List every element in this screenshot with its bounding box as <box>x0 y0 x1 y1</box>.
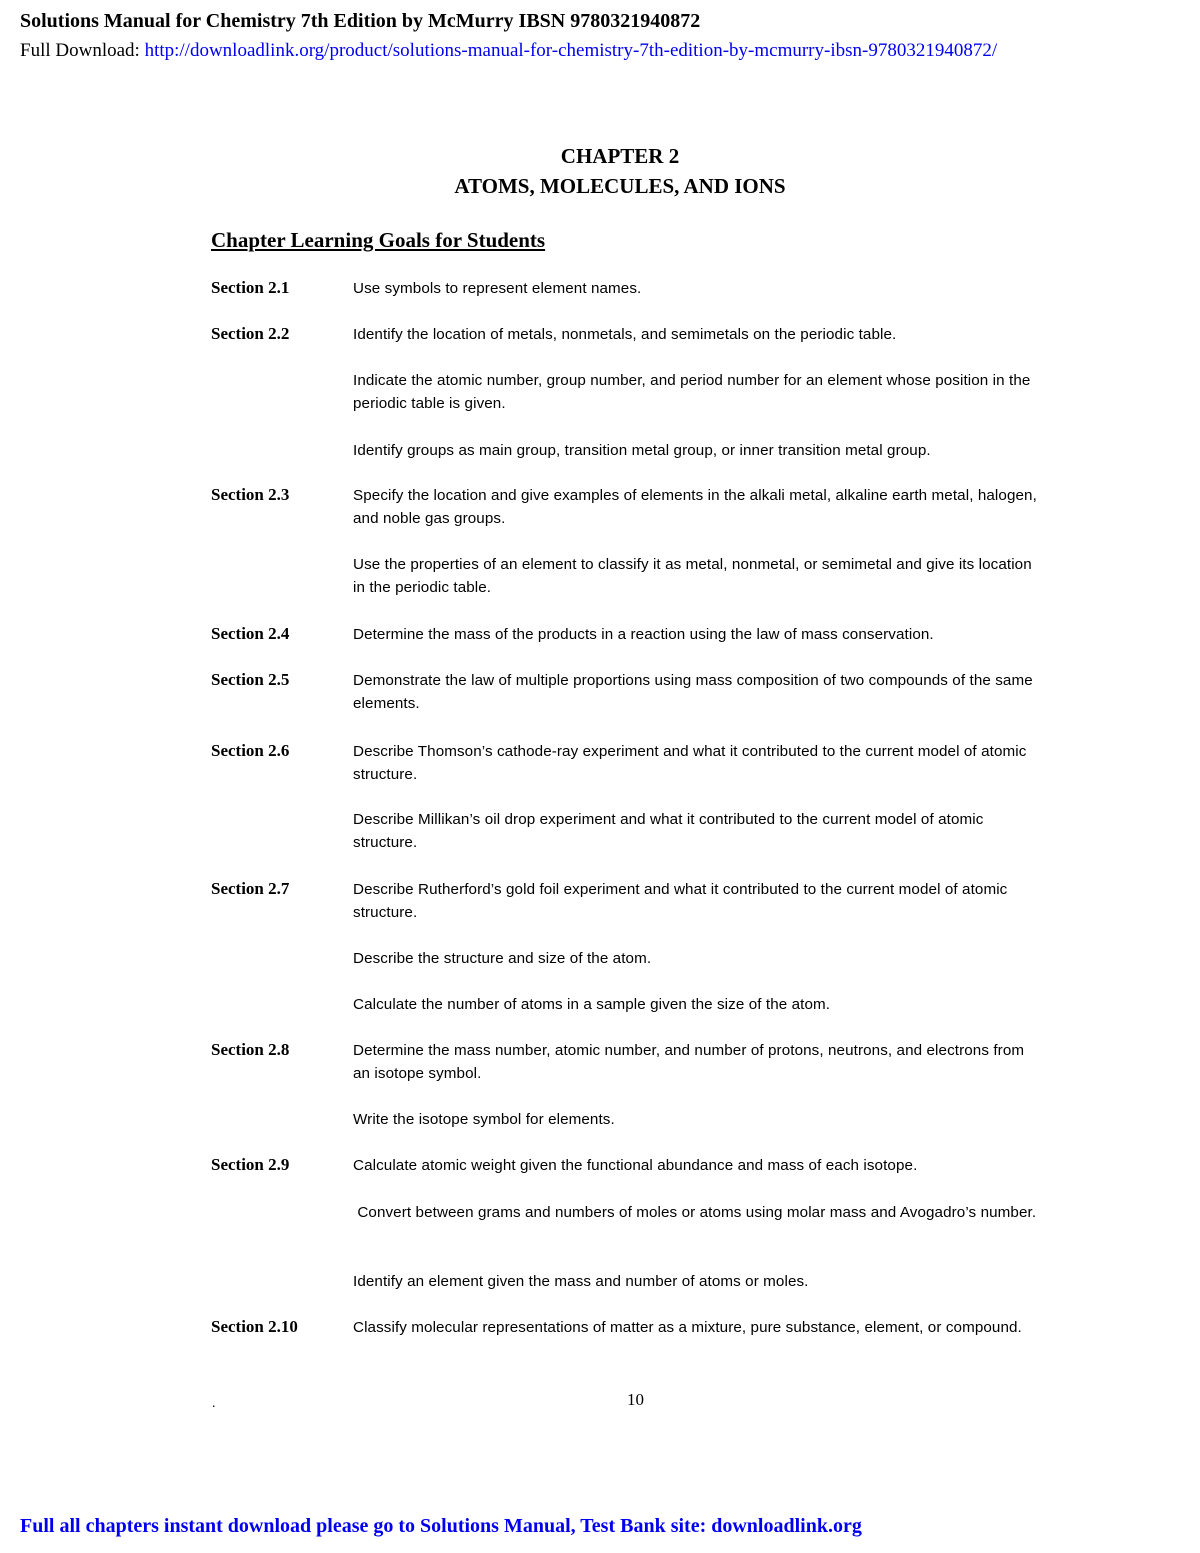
goal-text: Calculate atomic weight given the functional abundance and mass of each isotope. <box>353 1157 918 1174</box>
page-mark: . <box>212 1396 216 1411</box>
section-label: Section 2.7 <box>211 879 290 898</box>
section-label: Section 2.10 <box>211 1317 298 1336</box>
section-label: Section 2.3 <box>211 485 290 504</box>
chapter-title: ATOMS, MOLECULES, AND IONS <box>454 174 786 198</box>
goal-text: Describe Millikan’s oil drop experiment and what it contributed to the current model of atomic structure. <box>353 811 984 851</box>
goal-text: Convert between grams and numbers of moles or atoms using molar mass and Avogadro’s number. <box>353 1204 1037 1221</box>
header-title: Solutions Manual for Chemistry 7th Edition by McMurry IBSN 9780321940872 <box>20 10 701 32</box>
page-number: 10 <box>627 1390 644 1409</box>
section-label: Section 2.2 <box>211 324 290 343</box>
goal-text: Demonstrate the law of multiple proportions using mass composition of two compounds of the same elements. <box>353 672 1033 712</box>
download-prefix: Full Download: <box>20 40 145 61</box>
section-label: Section 2.1 <box>211 278 290 297</box>
goal-text: Identify the location of metals, nonmetals, and semimetals on the periodic table. <box>353 326 897 343</box>
goal-text: Determine the mass number, atomic number, and number of protons, neutrons, and electrons from an isotope symbol. <box>353 1042 1025 1082</box>
goal-text: Identify groups as main group, transition metal group, or inner transition metal group. <box>353 442 931 459</box>
goal-text: Write the isotope symbol for elements. <box>353 1111 615 1128</box>
section-label: Section 2.6 <box>211 741 290 760</box>
goal-text: Specify the location and give examples of elements in the alkali metal, alkaline earth metal, halogen, and noble gas groups. <box>353 487 1037 527</box>
goal-text: Describe Thomson’s cathode-ray experiment and what it contributed to the current model of atomic structure. <box>353 743 1027 783</box>
goal-text: Classify molecular representations of matter as a mixture, pure substance, element, or compound. <box>353 1319 1022 1336</box>
section-label: Section 2.8 <box>211 1040 290 1059</box>
chapter-number: CHAPTER 2 <box>560 144 680 168</box>
goal-text: Use symbols to represent element names. <box>353 280 642 297</box>
goal-text: Calculate the number of atoms in a sample given the size of the atom. <box>353 996 831 1013</box>
goal-text: Describe Rutherford’s gold foil experiment and what it contributed to the current model of atomic structure. <box>353 881 1008 921</box>
goal-text: Indicate the atomic number, group number, and period number for an element whose position in the periodic table is given. <box>353 372 1031 412</box>
download-link[interactable]: http://downloadlink.org/product/solutions-manual-for-chemistry-7th-edition-by-mcmurry-ibsn-9780321940872/ <box>144 40 998 61</box>
section-label: Section 2.5 <box>211 670 290 689</box>
section-label: Section 2.9 <box>211 1155 290 1174</box>
footer-text[interactable]: Full all chapters instant download please go to Solutions Manual, Test Bank site: downloadlink.org <box>20 1515 862 1537</box>
section-label: Section 2.4 <box>211 624 290 643</box>
goal-text: Use the properties of an element to classify it as metal, nonmetal, or semimetal and give its location in the periodic table. <box>353 556 1032 596</box>
goal-text: Determine the mass of the products in a reaction using the law of mass conservation. <box>353 626 934 643</box>
goal-text: Describe the structure and size of the atom. <box>353 950 652 967</box>
download-line <box>20 40 997 62</box>
goal-text: Identify an element given the mass and number of atoms or moles. <box>353 1273 809 1290</box>
goals-heading: Chapter Learning Goals for Students <box>211 228 546 252</box>
